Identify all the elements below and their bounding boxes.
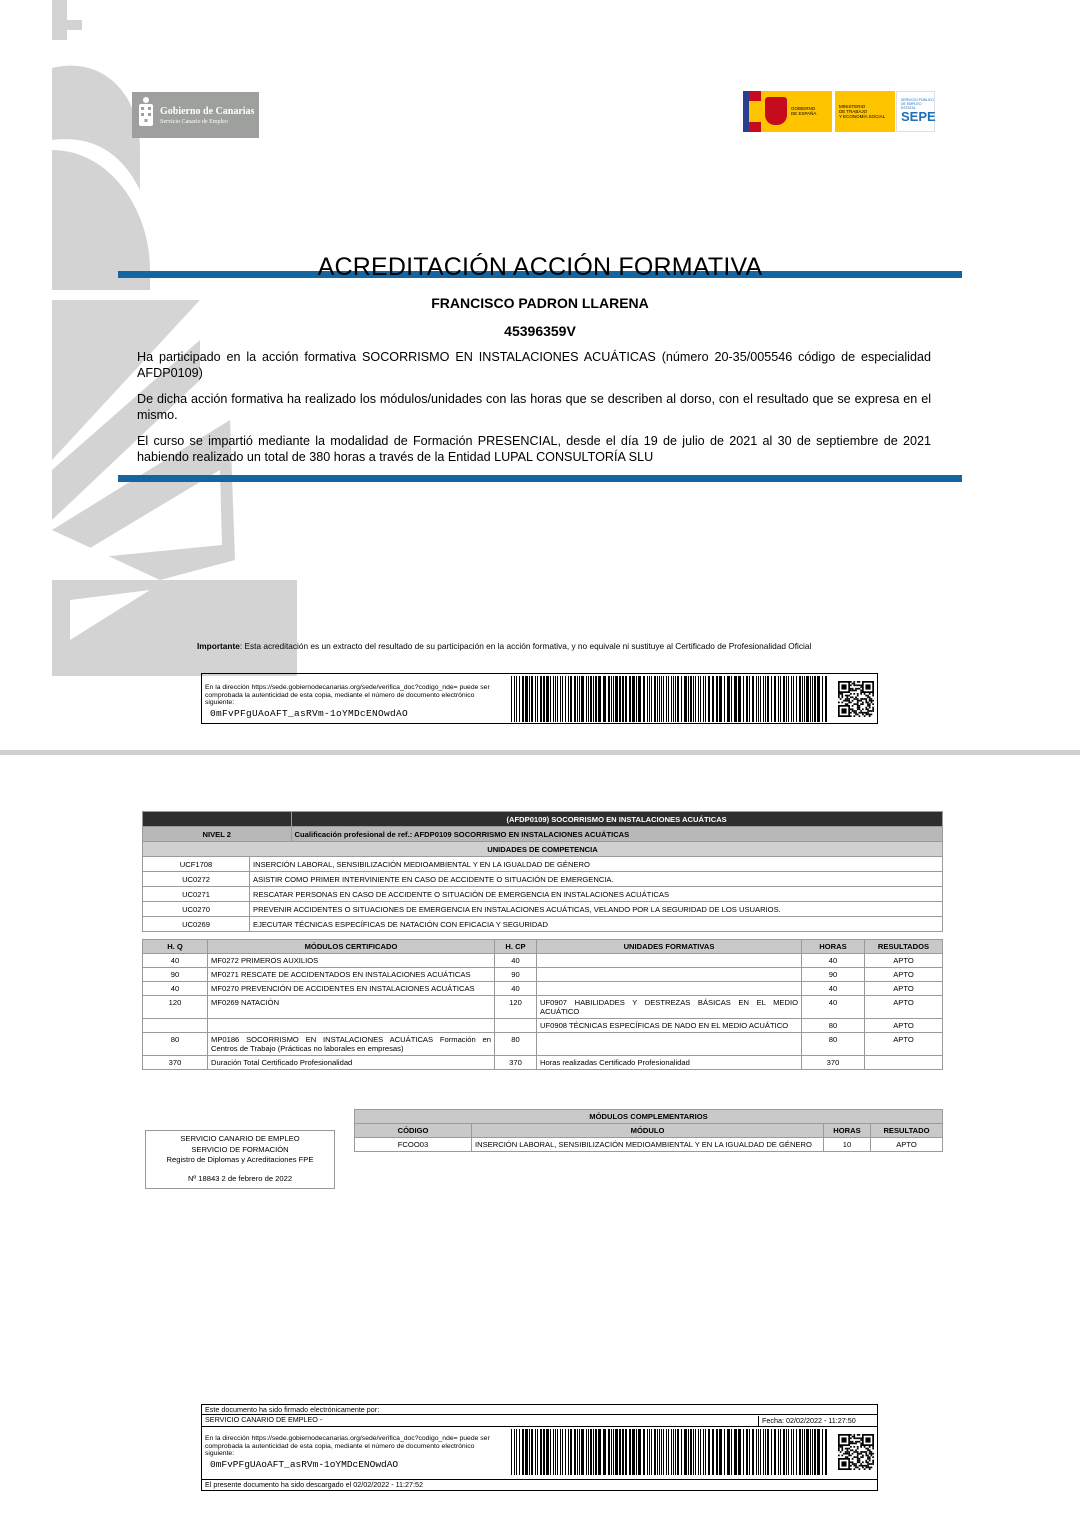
important-text: : Esta acreditación es un extracto del resultado de su participación en la acción formativa, y no equivale ni sustituye al Certificado de Profesionalidad Oficial xyxy=(239,641,812,651)
header-module: MÓDULO xyxy=(472,1124,824,1138)
stamp-line: Registro de Diplomas y Acreditaciones FPE xyxy=(166,1155,314,1164)
signature-date: Fecha: 02/02/2022 - 11:27:50 xyxy=(758,1416,856,1427)
gobierno-canarias-logo xyxy=(132,92,259,138)
paragraph-course: El curso se impartió mediante la modalidad de Formación PRESENCIAL, desde el día 19 de julio de 2021 al 30 de septiembre de 2021 habiendo realizado un total de 380 horas a través de la Entidad LUPAL CONSULTORÍA SLU xyxy=(137,434,931,464)
cell-code: FCOO03 xyxy=(355,1138,472,1152)
header-modules: MÓDULOS CERTIFICADO xyxy=(208,940,495,954)
cell-unit: UF0908 TÉCNICAS ESPECÍFICAS DE NADO EN EL MEDIO ACUÁTICO xyxy=(537,1019,802,1033)
unit-code: UC0271 xyxy=(143,887,250,902)
unit-name: PREVENIR ACCIDENTES O SITUACIONES DE EMERGENCIA EN INSTALACIONES ACUÁTICAS, VELANDO POR LA SEGURIDAD DE LOS USUARIOS. xyxy=(250,902,943,917)
unit-code: UCF1708 xyxy=(143,857,250,872)
cell-module: Duración Total Certificado Profesionalidad xyxy=(208,1056,495,1070)
competence-table xyxy=(142,811,943,932)
canarias-shield-icon xyxy=(137,96,155,132)
unit-name: RESCATAR PERSONAS EN CASO DE ACCIDENTE O SITUACIÓN DE EMERGENCIA EN INSTALACIONES ACUÁTICAS xyxy=(250,887,943,902)
ministerio-line-1: MINISTERIO xyxy=(839,104,866,109)
cell-hcp: 90 xyxy=(495,968,537,982)
cell-hcp: 40 xyxy=(495,982,537,996)
stamp-line: SERVICIO DE FORMACIÓN xyxy=(191,1144,289,1154)
cell-result: APTO xyxy=(865,996,943,1019)
sepe-small-line-1: SERVICIO PÚBLICO xyxy=(901,98,935,102)
cell-module: MF0269 NATACIÓN xyxy=(208,996,495,1019)
ministerio-line-3: Y ECONOMÍA SOCIAL xyxy=(839,114,886,119)
header-result: RESULTADO xyxy=(871,1124,943,1138)
important-note xyxy=(197,641,811,651)
signature-footer xyxy=(201,1404,878,1491)
table-row xyxy=(143,917,943,932)
coat-of-arms-icon xyxy=(765,97,787,125)
cell-module: MP0186 SOCORRISMO EN INSTALACIONES ACUÁTICAS Formación en Centros de Trabajo (Prácticas no laborales en empresas) xyxy=(208,1033,495,1056)
cell-unit: UF0907 HABILIDADES Y DESTREZAS BÁSICAS EN EL MEDIO ACUÁTICO xyxy=(537,996,802,1019)
registry-stamp xyxy=(145,1130,335,1189)
cell-hours: 80 xyxy=(802,1019,865,1033)
bottom-rule xyxy=(118,475,962,482)
header-code: CÓDIGO xyxy=(355,1124,472,1138)
gobierno-espana-block xyxy=(761,91,832,132)
units-header: UNIDADES DE COMPETENCIA xyxy=(143,842,943,857)
barcode-icon xyxy=(511,1429,829,1475)
cell-result: APTO xyxy=(871,1138,943,1152)
table-row xyxy=(143,872,943,887)
table-row xyxy=(143,857,943,872)
cell-hcp: 370 xyxy=(495,1056,537,1070)
cell-hours: 10 xyxy=(824,1138,871,1152)
verification-code: 0mFvPFgUAoAFT_asRVm-1oYMDcENOwdAO xyxy=(210,708,409,719)
header-units: UNIDADES FORMATIVAS xyxy=(537,940,802,954)
barcode-icon xyxy=(511,676,829,722)
cell-module: MF0272 PRIMEROS AUXILIOS xyxy=(208,954,495,968)
cell-hcp: 80 xyxy=(495,1033,537,1056)
cell-result: APTO xyxy=(865,982,943,996)
level-cell: NIVEL 2 xyxy=(143,827,292,842)
cell-hcp: 120 xyxy=(495,996,537,1019)
stamp-number: Nº 18843 2 de febrero de 2022 xyxy=(187,1173,293,1183)
eu-spain-flag-icon xyxy=(743,91,761,132)
cell-result: APTO xyxy=(865,1033,943,1056)
verification-text: En la dirección https://sede.gobiernodecanarias.org/sede/verifica_doc?codigo_nde= puede ser comprobada la autenticidad de esta copia, mediante el número de documento electrónico siguiente: xyxy=(205,1435,490,1457)
page-2 xyxy=(0,755,1080,1515)
header-hours: HORAS xyxy=(824,1124,871,1138)
download-note: El presente documento ha sido descargado el 02/02/2022 - 11:27:52 xyxy=(202,1479,877,1491)
header-hq: H. Q xyxy=(143,940,208,954)
cell-hq: 370 xyxy=(143,1056,208,1070)
table-row xyxy=(143,982,943,996)
spain-government-logo xyxy=(743,91,935,132)
table-row xyxy=(143,902,943,917)
table-row xyxy=(143,968,943,982)
cell-hq xyxy=(143,1019,208,1033)
competence-title-spacer xyxy=(143,812,292,827)
cell-unit xyxy=(537,954,802,968)
header-hours: HORAS xyxy=(802,940,865,954)
table-row xyxy=(355,1138,943,1152)
unit-code: UC0272 xyxy=(143,872,250,887)
table-row xyxy=(143,996,943,1019)
qr-code-icon xyxy=(838,681,874,717)
cell-result xyxy=(865,1056,943,1070)
unit-name: EJECUTAR TÉCNICAS ESPECÍFICAS DE NATACIÓN CON EFICACIA Y SEGURIDAD xyxy=(250,917,943,932)
cell-hours: 40 xyxy=(802,982,865,996)
qualification-cell: Cualificación profesional de ref.: AFDP0109 SOCORRISMO EN INSTALACIONES ACUÁTICAS xyxy=(291,827,943,842)
signer-row xyxy=(202,1415,877,1427)
unit-name: INSERCIÓN LABORAL, SENSIBILIZACIÓN MEDIOAMBIENTAL Y EN LA IGUALDAD DE GÉNERO xyxy=(250,857,943,872)
table-row xyxy=(143,1019,943,1033)
sepe-logo xyxy=(896,91,935,132)
cell-hq: 80 xyxy=(143,1033,208,1056)
sepe-small-line-2: DE EMPLEO ESTATAL xyxy=(901,102,922,110)
table-row xyxy=(143,954,943,968)
cell-hq: 120 xyxy=(143,996,208,1019)
complementary-title: MÓDULOS COMPLEMENTARIOS xyxy=(355,1110,943,1124)
cell-hq: 40 xyxy=(143,982,208,996)
signed-by-label: Este documento ha sido firmado electrónicamente por: xyxy=(202,1405,877,1415)
unit-code: UC0269 xyxy=(143,917,250,932)
cell-hq: 40 xyxy=(143,954,208,968)
stamp-line: SERVICIO CANARIO DE EMPLEO xyxy=(180,1134,300,1143)
sepe-label: SEPE xyxy=(901,109,936,124)
table-row xyxy=(143,887,943,902)
cell-module: MF0271 RESCATE DE ACCIDENTADOS EN INSTALACIONES ACUÁTICAS xyxy=(208,968,495,982)
cell-module xyxy=(208,1019,495,1033)
page-title: ACREDITACIÓN ACCIÓN FORMATIVA xyxy=(317,253,763,281)
cell-hours: 90 xyxy=(802,968,865,982)
cell-hq: 90 xyxy=(143,968,208,982)
cell-module: MF0270 PREVENCIÓN DE ACCIDENTES EN INSTALACIONES ACUÁTICAS xyxy=(208,982,495,996)
cell-hours: 370 xyxy=(802,1056,865,1070)
cell-unit xyxy=(537,1033,802,1056)
unit-code: UC0270 xyxy=(143,902,250,917)
ministerio-line-2: DE TRABAJO xyxy=(839,109,868,114)
person-name: FRANCISCO PADRON LLARENA xyxy=(431,295,649,311)
page-1 xyxy=(0,0,1080,750)
cell-unit xyxy=(537,982,802,996)
paragraph-participation: Ha participado en la acción formativa SOCORRISMO EN INSTALACIONES ACUÁTICAS (número 20-35/005546 código de especialidad AFDP0109) xyxy=(137,350,931,380)
signer-name: SERVICIO CANARIO DE EMPLEO - xyxy=(205,1415,323,1424)
cell-hours: 80 xyxy=(802,1033,865,1056)
table-row xyxy=(143,1056,943,1070)
cell-unit: Horas realizadas Certificado Profesionalidad xyxy=(537,1056,802,1070)
gobierno-canarias-name: Gobierno de Canarias xyxy=(160,106,255,117)
verification-box xyxy=(201,673,878,724)
verification-text: En la dirección https://sede.gobiernodecanarias.org/sede/verifica_doc?codigo_nde= puede ser comprobada la autenticidad de esta copia, mediante el número de documento electrónico siguiente: xyxy=(205,684,490,706)
cell-result: APTO xyxy=(865,954,943,968)
verification-code: 0mFvPFgUAoAFT_asRVm-1oYMDcENOwdAO xyxy=(210,1459,399,1470)
cell-module: INSERCIÓN LABORAL, SENSIBILIZACIÓN MEDIOAMBIENTAL Y EN LA IGUALDAD DE GÉNERO xyxy=(472,1138,824,1152)
cell-unit xyxy=(537,968,802,982)
paragraph-modules: De dicha acción formativa ha realizado los módulos/unidades con las horas que se describen al dorso, con el resultado que se expresa en el mismo. xyxy=(137,392,931,422)
competence-title: (AFDP0109) SOCORRISMO EN INSTALACIONES ACUÁTICAS xyxy=(291,812,943,827)
table-row xyxy=(143,1033,943,1056)
ministerio-block xyxy=(835,91,895,132)
gobierno-label: GOBIERNO xyxy=(791,106,816,111)
cell-hcp xyxy=(495,1019,537,1033)
cell-hours: 40 xyxy=(802,954,865,968)
person-id: 45396359V xyxy=(504,323,576,339)
cell-hours: 40 xyxy=(802,996,865,1019)
qr-code-icon xyxy=(838,1434,874,1470)
important-label: Importante xyxy=(197,641,240,651)
header-results: RESULTADOS xyxy=(865,940,943,954)
unit-name: ASISTIR COMO PRIMER INTERVINIENTE EN CASO DE ACCIDENTE O SITUACIÓN DE EMERGENCIA. xyxy=(250,872,943,887)
gobierno-canarias-subtitle: Servicio Canario de Empleo xyxy=(160,119,228,125)
espana-label: DE ESPAÑA xyxy=(791,111,817,116)
cell-hcp: 40 xyxy=(495,954,537,968)
header-hcp: H. CP xyxy=(495,940,537,954)
modules-table xyxy=(142,939,943,1070)
cell-result: APTO xyxy=(865,1019,943,1033)
complementary-table xyxy=(354,1109,943,1152)
cell-result: APTO xyxy=(865,968,943,982)
